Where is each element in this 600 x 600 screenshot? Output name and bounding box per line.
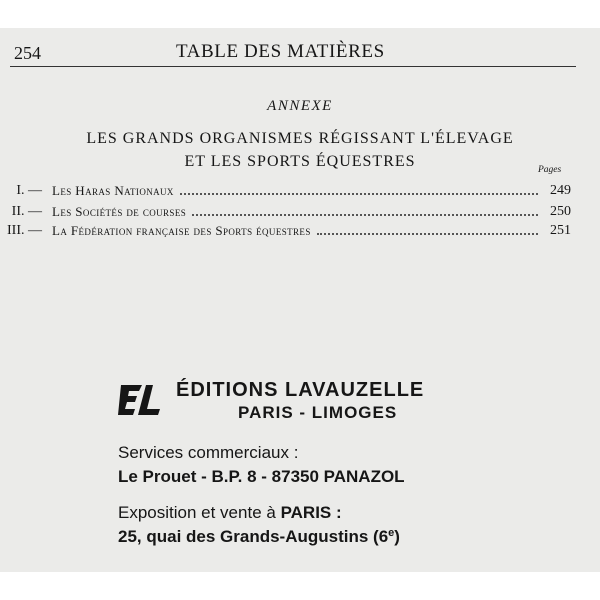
toc-entry-number: I. — xyxy=(16,183,42,198)
running-header-title: TABLE DES MATIÈRES xyxy=(176,41,385,62)
exposition-prefix: Exposition et vente à xyxy=(118,503,276,522)
publisher-cities: PARIS - LIMOGES xyxy=(238,403,398,422)
exposition-address-suffix: e xyxy=(388,527,395,539)
toc-entry-page: 251 xyxy=(550,223,571,238)
toc-entry[interactable] xyxy=(10,183,576,201)
toc-leader-dots xyxy=(192,214,538,216)
toc-entry-number: II. — xyxy=(11,204,42,219)
annexe-title-line-1: LES GRANDS ORGANISMES RÉGISSANT L'ÉLEVAGE xyxy=(86,130,514,147)
toc-entry-label: Les Haras Nationaux xyxy=(52,183,174,198)
exposition-address: 25, quai des Grands-Augustins (6 xyxy=(118,527,389,546)
services-address: Le Prouet - B.P. 8 - 87350 PANAZOL xyxy=(118,467,405,486)
exposition-line xyxy=(118,503,342,523)
header-rule xyxy=(10,66,576,67)
book-page xyxy=(0,28,600,572)
publisher-name: ÉDITIONS LAVAUZELLE xyxy=(176,379,425,401)
el-monogram-logo-icon xyxy=(118,383,164,417)
toc-entry-label: La Fédération française des Sports équestres xyxy=(52,223,311,238)
toc-entry[interactable] xyxy=(10,204,576,222)
toc-entry-number: III. — xyxy=(7,223,42,238)
toc-entry-label: Les Sociétés de courses xyxy=(52,204,187,219)
toc-entry-page: 249 xyxy=(550,183,571,198)
toc-leader-dots xyxy=(317,233,538,235)
page-number: 254 xyxy=(14,43,41,63)
toc-entry[interactable] xyxy=(7,223,576,241)
pages-column-label: Pages xyxy=(538,165,562,175)
toc-entry-page: 250 xyxy=(550,204,571,219)
annexe-heading: ANNEXE xyxy=(267,98,333,114)
exposition-address-line xyxy=(118,527,400,547)
exposition-address-close: ) xyxy=(394,527,400,546)
toc-leader-dots xyxy=(180,193,538,195)
exposition-city: PARIS : xyxy=(280,503,342,522)
services-label: Services commerciaux : xyxy=(118,443,299,462)
annexe-title-line-2: ET LES SPORTS ÉQUESTRES xyxy=(184,153,416,170)
